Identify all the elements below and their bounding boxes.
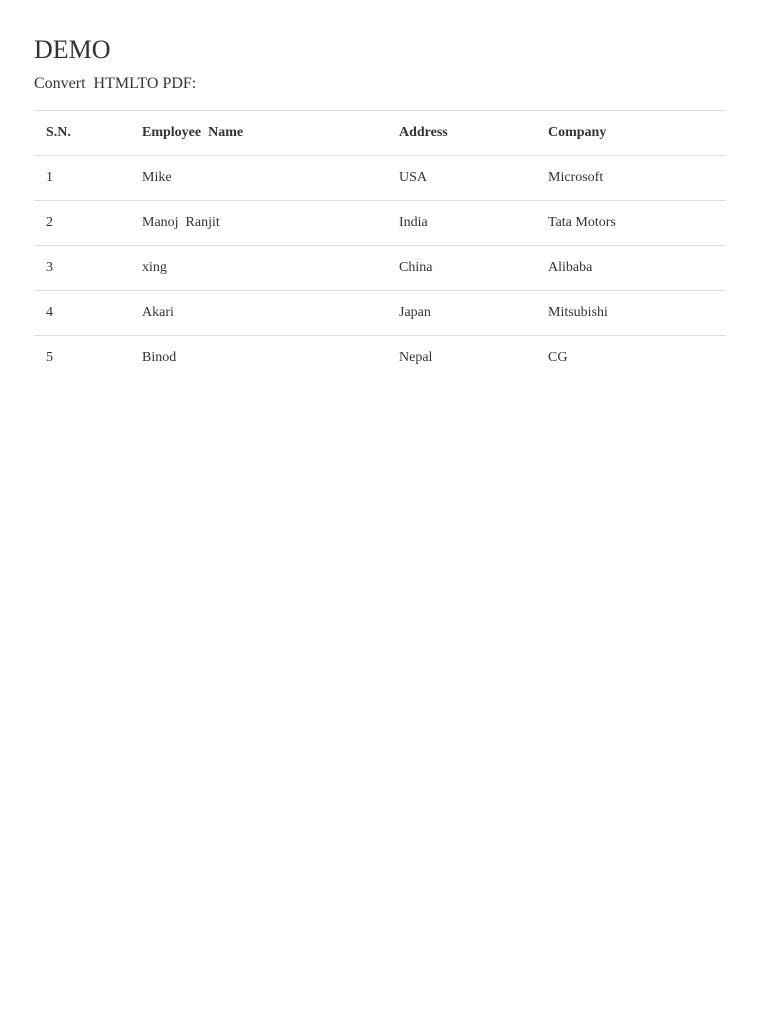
- cell-company: Mitsubishi: [536, 291, 726, 336]
- cell-company: CG: [536, 336, 726, 381]
- cell-employee-name: Mike: [130, 156, 387, 201]
- cell-sn: 3: [34, 246, 130, 291]
- page-subtitle: Convert HTMLTO PDF:: [34, 75, 197, 92]
- cell-sn: 5: [34, 336, 130, 381]
- cell-employee-name: Binod: [130, 336, 387, 381]
- cell-sn: 2: [34, 201, 130, 246]
- table-row: [34, 336, 726, 381]
- column-header-address: Address: [387, 111, 536, 156]
- table-header-row: [34, 111, 726, 156]
- employee-table: [34, 110, 726, 380]
- table-header: [34, 111, 726, 156]
- table-row: [34, 246, 726, 291]
- cell-company: Alibaba: [536, 246, 726, 291]
- page-title: DEMO: [34, 35, 111, 64]
- cell-address: India: [387, 201, 536, 246]
- cell-address: USA: [387, 156, 536, 201]
- table-body: [34, 156, 726, 381]
- column-header-company: Company: [536, 111, 726, 156]
- cell-address: China: [387, 246, 536, 291]
- cell-company: Microsoft: [536, 156, 726, 201]
- column-header-sn: S.N.: [34, 111, 130, 156]
- cell-employee-name: Manoj Ranjit: [130, 201, 387, 246]
- cell-sn: 4: [34, 291, 130, 336]
- cell-employee-name: xing: [130, 246, 387, 291]
- table-row: [34, 291, 726, 336]
- table-row: [34, 201, 726, 246]
- table-row: [34, 156, 726, 201]
- cell-address: Japan: [387, 291, 536, 336]
- column-header-employee-name: Employee Name: [130, 111, 387, 156]
- cell-employee-name: Akari: [130, 291, 387, 336]
- cell-sn: 1: [34, 156, 130, 201]
- cell-company: Tata Motors: [536, 201, 726, 246]
- cell-address: Nepal: [387, 336, 536, 381]
